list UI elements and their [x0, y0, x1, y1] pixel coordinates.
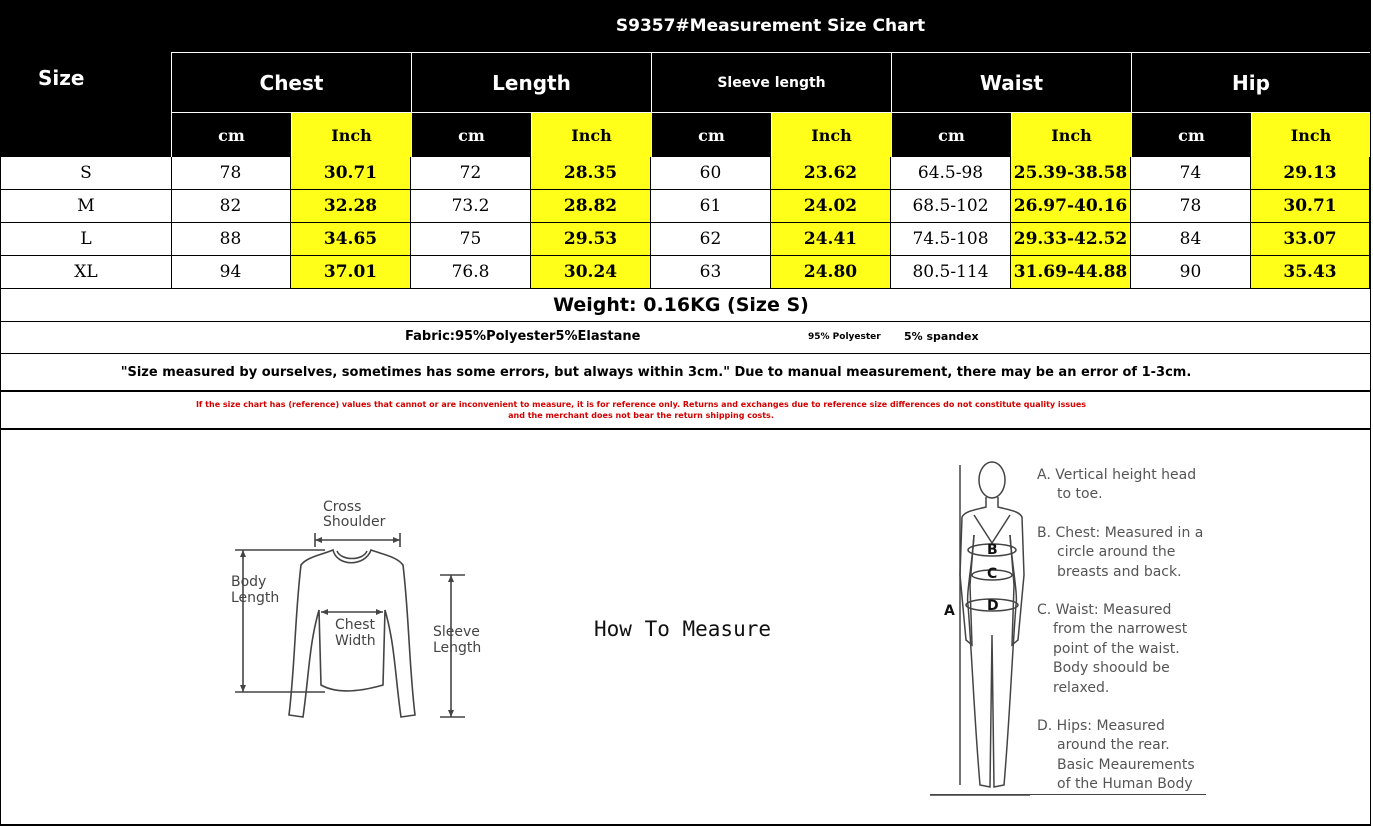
size-header	[0, 0, 171, 157]
note-line: C. Waist: Measured	[1037, 602, 1172, 619]
size-header-label: Size	[38, 65, 85, 90]
unit-label: cm	[698, 125, 725, 145]
inch-cell: 33.07	[1251, 223, 1370, 256]
cm-cell: 76.8	[411, 256, 531, 289]
inch-cell: 30.24	[531, 256, 651, 289]
unit-cm-hip	[1132, 113, 1251, 157]
cross-label-1: Cross	[323, 499, 362, 515]
body-label-1: Body	[231, 574, 267, 590]
cm-cell: 74.5-108	[891, 223, 1011, 256]
weight-text: Weight: 0.16KG (Size S)	[553, 294, 809, 316]
note-line: A. Vertical height head	[1037, 467, 1197, 483]
cm-cell: 60	[651, 157, 771, 190]
unit-inch-length	[532, 113, 651, 157]
marker-a: A	[944, 603, 955, 619]
unit-label: Inch	[811, 125, 852, 145]
size-cell: S	[0, 157, 172, 190]
note-line: around the rear.	[1057, 737, 1170, 754]
marker-d: D	[987, 598, 999, 614]
cm-cell: 82	[171, 190, 291, 223]
cm-cell: 78	[171, 157, 291, 190]
body-measure-notes	[1037, 466, 1212, 795]
note-line: Body shoould be	[1053, 660, 1170, 677]
unit-label: cm	[1178, 125, 1205, 145]
unit-inch-sleeve	[772, 113, 891, 157]
cm-cell: 88	[171, 223, 291, 256]
note-line: B. Chest: Measured in a	[1037, 524, 1204, 541]
fabric-polyester: 95% Polyester	[808, 332, 881, 342]
inch-cell: 28.82	[531, 190, 651, 223]
inch-cell: 35.43	[1251, 256, 1370, 289]
unit-inch-hip	[1252, 113, 1370, 157]
inch-cell: 29.33-42.52	[1011, 223, 1131, 256]
fabric-row	[0, 322, 1371, 354]
note-line: relaxed.	[1053, 679, 1110, 696]
unit-inch-chest	[292, 113, 411, 157]
cm-cell: 90	[1131, 256, 1251, 289]
size-cell: L	[0, 223, 172, 256]
cm-cell: 73.2	[411, 190, 531, 223]
marker-b: B	[987, 542, 998, 558]
body-measure-diagram	[930, 455, 1030, 800]
cm-cell: 63	[651, 256, 771, 289]
unit-label: cm	[458, 125, 485, 145]
unit-inch-waist	[1012, 113, 1131, 157]
note-line: breasts and back.	[1057, 563, 1182, 580]
measure-note-text: "Size measured by ourselves, sometimes has some errors, but always within 3cm." Due to manual measurement, there may be an error of 1-3cm.	[120, 364, 1192, 380]
inch-cell: 28.35	[531, 157, 651, 190]
cm-cell: 75	[411, 223, 531, 256]
inch-cell: 24.41	[771, 223, 891, 256]
unit-label: Inch	[1051, 125, 1092, 145]
group-length	[412, 53, 651, 112]
weight-row	[0, 289, 1371, 322]
size-cell: XL	[0, 256, 172, 289]
note-line: of the Human Body	[1057, 776, 1193, 793]
sleeve-label-1: Sleeve	[433, 624, 480, 640]
note-line: circle around the	[1057, 544, 1176, 561]
how-to-measure-label: How To Measure	[594, 617, 772, 641]
group-waist	[892, 53, 1131, 112]
cm-cell: 94	[171, 256, 291, 289]
inch-cell: 30.71	[1251, 190, 1370, 223]
group-waist-label: Waist	[979, 70, 1044, 95]
inch-cell: 24.80	[771, 256, 891, 289]
cm-cell: 80.5-114	[891, 256, 1011, 289]
cross-label-2: Shoulder	[323, 514, 386, 530]
note-line: from the narrowest	[1053, 621, 1188, 638]
inch-cell: 23.62	[771, 157, 891, 190]
marker-c: C	[987, 566, 998, 582]
inch-cell: 26.97-40.16	[1011, 190, 1131, 223]
group-sleeve	[652, 53, 891, 112]
fabric-text: Fabric:95%Polyester5%Elastane	[405, 329, 641, 344]
inch-cell: 31.69-44.88	[1011, 256, 1131, 289]
group-chest-label: Chest	[259, 70, 324, 95]
inch-cell: 29.13	[1251, 157, 1370, 190]
group-length-label: Length	[492, 70, 571, 95]
inch-cell: 32.28	[291, 190, 411, 223]
cm-cell: 64.5-98	[891, 157, 1011, 190]
cm-cell: 68.5-102	[891, 190, 1011, 223]
unit-cm-length	[412, 113, 531, 157]
group-chest	[172, 53, 411, 112]
note-line: D. Hips: Measured	[1037, 718, 1165, 735]
cm-cell: 74	[1131, 157, 1251, 190]
sleeve-label-2: Length	[433, 640, 482, 656]
cm-cell: 61	[651, 190, 771, 223]
unit-label: Inch	[331, 125, 372, 145]
inch-cell: 34.65	[291, 223, 411, 256]
cm-cell: 78	[1131, 190, 1251, 223]
chart-title	[171, 0, 1370, 52]
group-sleeve-label: Sleeve length	[717, 74, 826, 91]
unit-label: cm	[218, 125, 245, 145]
inch-cell: 30.71	[291, 157, 411, 190]
chart-title-text: S9357#Measurement Size Chart	[615, 16, 926, 36]
group-hip-label: Hip	[1232, 70, 1270, 95]
group-hip	[1132, 53, 1370, 112]
inch-cell: 24.02	[771, 190, 891, 223]
unit-label: Inch	[571, 125, 612, 145]
body-label-2: Length	[231, 590, 280, 606]
shirt-measure-diagram	[225, 495, 485, 725]
cm-cell: 62	[651, 223, 771, 256]
fabric-spandex: 5% spandex	[904, 330, 979, 343]
note-line: point of the waist.	[1053, 640, 1180, 657]
note-line: to toe.	[1057, 486, 1103, 503]
measure-note-row	[0, 354, 1371, 392]
unit-cm-sleeve	[652, 113, 771, 157]
chest-label-2: Width	[335, 633, 376, 649]
cm-cell: 84	[1131, 223, 1251, 256]
note-line: Basic Meaurements	[1057, 756, 1195, 773]
cm-cell: 72	[411, 157, 531, 190]
inch-cell: 25.39-38.58	[1011, 157, 1131, 190]
disclaimer-line-1: If the size chart has (reference) values that cannot or are inconvenient to measure, it is for reference only. Returns and exchanges due to reference size differences do not constitute quality issues	[195, 400, 1087, 409]
inch-cell: 29.53	[531, 223, 651, 256]
disclaimer-row	[0, 392, 1371, 430]
unit-cm-chest	[172, 113, 291, 157]
disclaimer-line-2: and the merchant does not bear the return shipping costs.	[508, 411, 774, 420]
unit-label: Inch	[1290, 125, 1332, 145]
inch-cell: 37.01	[291, 256, 411, 289]
size-cell: M	[0, 190, 172, 223]
unit-cm-waist	[892, 113, 1011, 157]
chest-label-1: Chest	[335, 617, 376, 633]
unit-label: cm	[938, 125, 965, 145]
